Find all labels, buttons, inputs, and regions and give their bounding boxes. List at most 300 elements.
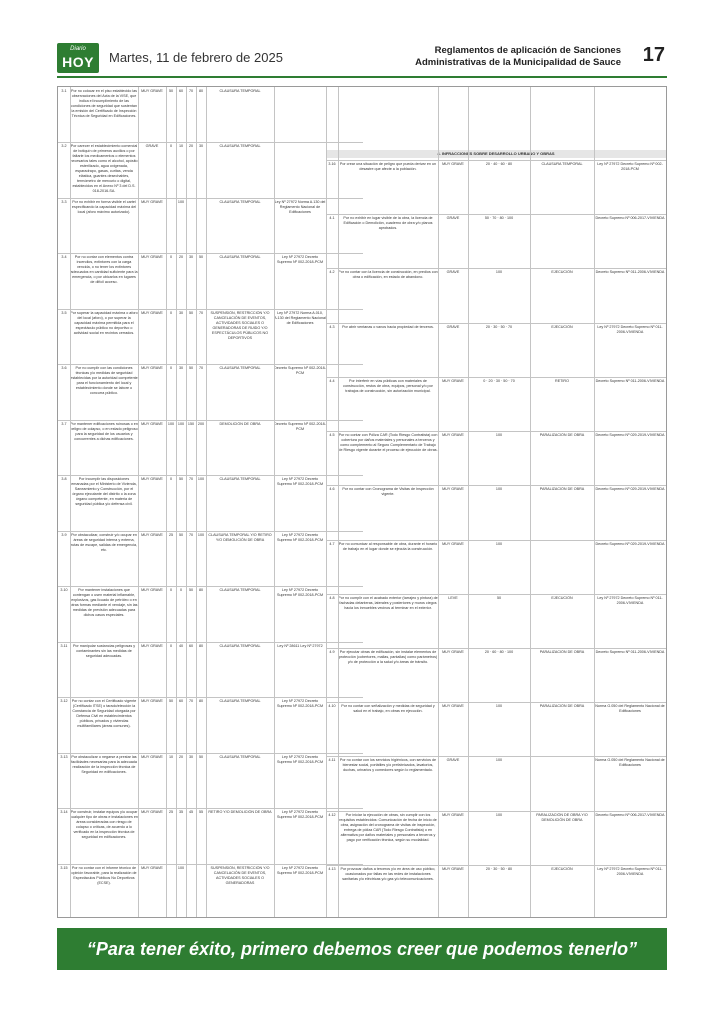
left-table-row bbox=[58, 866, 326, 917]
row-measure bbox=[530, 216, 594, 266]
row-divider bbox=[58, 364, 363, 365]
row-value-4: 100 bbox=[197, 477, 205, 482]
left-table-row bbox=[58, 533, 326, 584]
row-description: Por manipular sustancias peligrosas y contaminantes sin las medidas de seguridad adecuadas. bbox=[72, 643, 136, 658]
row-value-1 bbox=[166, 200, 176, 251]
row-measure: CLAUSURA TEMPORAL bbox=[219, 477, 261, 482]
row-values: 50 · 70 · 80 · 100 bbox=[484, 216, 514, 221]
right-table-row bbox=[326, 162, 666, 212]
row-value-1 bbox=[166, 866, 176, 917]
row-code: 4.2 bbox=[329, 270, 335, 275]
row-value-1: 0 bbox=[169, 477, 173, 482]
row-legal-base: Decreto Supremo Nº 011-2006-VIVIENDA bbox=[595, 378, 665, 383]
row-values: 100 bbox=[495, 541, 503, 546]
row-code: 4.11 bbox=[328, 758, 336, 763]
row-gravity: MUY GRAVE bbox=[442, 162, 464, 166]
row-gravity: MUY GRAVE bbox=[141, 421, 163, 426]
section-title-line1: Reglamentos de aplicación de Sanciones bbox=[434, 45, 621, 56]
row-values: 100 bbox=[495, 433, 503, 438]
right-table-row bbox=[326, 325, 666, 375]
issue-date: Martes, 11 de febrero de 2025 bbox=[109, 50, 283, 65]
row-value-3: 30 bbox=[188, 754, 194, 759]
row-code: 4.1 bbox=[329, 216, 335, 221]
row-value-1: 100 bbox=[167, 421, 175, 426]
row-code: 3.3 bbox=[61, 199, 67, 204]
row-legal-base: Ley Nº 27972 Decreto Supremo Nº 002-2018-PCM bbox=[276, 477, 324, 487]
left-table-row bbox=[58, 755, 326, 806]
row-value-1: 0 bbox=[169, 310, 173, 315]
row-divider bbox=[326, 214, 666, 215]
row-description: Por obstaculizar, construir y/o ocupar en áreas de seguridad interna y externa, rutas de escape, salidas de emergencia, etc. bbox=[70, 532, 138, 552]
row-gravity: LEVE bbox=[448, 595, 458, 600]
left-table-row bbox=[58, 255, 326, 306]
row-measure: CLAUSURA TEMPORAL bbox=[219, 588, 261, 593]
row-measure: SUSPENSIÓN, RESTRICCIÓN Y/O CANCELACIÓN DE EVENTOS, ACTIVIDADES SOCIALES O GENERADORAS DE RUIDO Y/O ESPECTÁCULOS PÚBLICOS NO DEPORTIVOS bbox=[210, 310, 270, 340]
column-divider bbox=[338, 87, 339, 917]
row-value-4: 80 bbox=[198, 643, 204, 648]
row-description: Por no contar con Cronograma de Visitas de Inspección vigente. bbox=[342, 487, 434, 497]
row-code: 4.6 bbox=[329, 487, 335, 492]
row-legal-base: Decreto Supremo Nº 029-2019-VIVIENDA bbox=[595, 541, 665, 546]
row-value-4: 80 bbox=[198, 588, 204, 593]
row-value-3: 20 bbox=[188, 144, 194, 149]
row-divider bbox=[326, 540, 666, 541]
column-divider bbox=[196, 87, 197, 917]
row-measure: CLAUSURA TEMPORAL bbox=[541, 162, 583, 166]
right-table-row bbox=[326, 379, 666, 429]
row-measure bbox=[530, 542, 594, 592]
left-table-row bbox=[58, 422, 326, 473]
row-gravity: GRAVE bbox=[145, 144, 159, 149]
row-description: Por mantener instalaciones que contengan o usen material inflamable, explosivos, gas licuado de petróleo o en otras formas mediante el vendaje, sin las medidas de previsión adecuadas para dichos casos especiales. bbox=[70, 588, 138, 618]
row-value-3 bbox=[186, 200, 196, 251]
row-values: 20 · 40 · 60 · 80 bbox=[485, 162, 513, 166]
page-number: 17 bbox=[642, 44, 665, 66]
row-legal-base: Ley Nº 27972 Decreto Supremo Nº 002-2018-PCM bbox=[276, 532, 324, 542]
row-value-4: 100 bbox=[197, 532, 205, 537]
row-legal-base: Ley Nº 27972 Decreto Supremo Nº 011-2006-VIVIENDA bbox=[597, 324, 663, 334]
row-value-3: 70 bbox=[188, 699, 194, 704]
row-legal-base bbox=[274, 89, 326, 140]
logo-big-text: HOY bbox=[62, 54, 94, 70]
row-legal-base: Ley Nº 27972 Decreto Supremo Nº 002-2018-PCM bbox=[597, 162, 663, 171]
row-code: 3.11 bbox=[60, 643, 68, 648]
row-gravity: MUY GRAVE bbox=[442, 433, 464, 438]
row-values: 100 bbox=[495, 487, 503, 492]
column-divider bbox=[326, 87, 327, 917]
row-description: Por no exhibir en lugar visible de la obra, la licencia de Edificación o Demolición, cuaderno de obra y/o planos aprobados. bbox=[343, 216, 433, 231]
row-code: 4.13 bbox=[328, 866, 336, 871]
column-divider bbox=[138, 87, 139, 917]
row-gravity: MUY GRAVE bbox=[442, 866, 464, 871]
row-value-2: 50 bbox=[178, 532, 184, 537]
right-table-row bbox=[326, 596, 666, 646]
row-value-4 bbox=[196, 200, 206, 251]
row-value-2: 40 bbox=[178, 643, 184, 648]
row-description: Por iniciar la ejecución de obras, sin cumplir con los requisitos establecidos: Comunicación de fecha de inicio de obra, asignación del cronograma de visitas de inspección, entrega de póliza CAR (Todo Riesgo Contratista) o en alternativa por daños materiales y personales a terceros y pago por verificación técnica, según su modalidad. bbox=[339, 812, 437, 842]
row-code: 4.12 bbox=[328, 812, 336, 817]
row-divider bbox=[58, 475, 363, 476]
row-legal-base: Ley Nº 27972 Decreto Supremo Nº 002-2018-PCM bbox=[276, 255, 324, 265]
row-legal-base: Decreto Supremo Nº 011-2006-VIVIENDA bbox=[595, 270, 665, 275]
column-divider bbox=[206, 87, 207, 917]
row-values: 20 · 30 · 50 · 70 bbox=[485, 324, 513, 329]
left-table-row bbox=[58, 644, 326, 695]
row-measure: DEMOLICIÓN DE OBRA bbox=[219, 421, 261, 426]
row-code: 3.9 bbox=[61, 532, 67, 537]
row-legal-base: Ley Nº 27972 Norma A.130 del Reglamento Nacional de Edificaciones bbox=[274, 199, 326, 214]
row-legal-base: Ley Nº 27972 Decreto Supremo Nº 002-2018-PCM bbox=[276, 754, 324, 764]
row-values: 100 bbox=[495, 704, 503, 709]
row-value-4: 55 bbox=[198, 810, 204, 815]
row-measure: RETIRO bbox=[555, 378, 569, 383]
left-table-row bbox=[58, 366, 326, 417]
row-measure: EJECUCIÓN bbox=[551, 595, 573, 600]
row-gravity: GRAVE bbox=[446, 216, 460, 221]
row-legal-base: Ley Nº 27972 Decreto Supremo Nº 002-2018-PCM bbox=[276, 699, 324, 709]
row-measure: PARALIZACIÓN DE OBRA bbox=[539, 649, 585, 654]
row-value-1: 0 bbox=[169, 255, 173, 260]
row-measure: PARALIZACIÓN DE OBRA Y/O DEMOLICIÓN DE OBRA bbox=[536, 812, 588, 822]
row-divider bbox=[58, 864, 363, 865]
row-value-3: 70 bbox=[188, 477, 194, 482]
row-legal-base: Decreto Supremo Nº 006-2017-VIVIENDA bbox=[595, 812, 665, 817]
row-divider bbox=[326, 594, 666, 595]
left-table-row bbox=[58, 810, 326, 861]
right-table-row bbox=[326, 216, 666, 266]
row-description: Por no comunicar al responsable de obra, durante el horario de trabajo en el lugar donde se ejecuta la construcción. bbox=[338, 541, 438, 551]
column-divider bbox=[70, 87, 71, 917]
row-code: 3.13 bbox=[60, 754, 68, 759]
row-measure: CLAUSURA TEMPORAL bbox=[219, 754, 261, 759]
column-divider bbox=[274, 87, 275, 917]
row-values: 100 bbox=[495, 270, 503, 275]
row-description: Por abrir ventanas o vanos hacia propiedad de terceros. bbox=[342, 324, 434, 329]
row-value-3: 50 bbox=[188, 310, 194, 315]
left-table-row bbox=[58, 200, 326, 251]
row-divider bbox=[326, 485, 666, 486]
row-value-3: 50 bbox=[188, 588, 194, 593]
row-values: 20 · 30 · 50 · 80 bbox=[485, 866, 513, 871]
row-code: 3.5 bbox=[61, 310, 67, 315]
row-measure bbox=[530, 758, 594, 808]
row-description: Por interferir en vías públicas con materiales de construcción, restos de obra, equipos, personal y/o por trabajos de construcción, sin autorización municipal. bbox=[343, 378, 433, 393]
row-description: Por no contar con Póliza CAR (Todo Riesgo Contratista) con cobertura por daños materiales y personales a terceros y como complemento al Seguro Complementario de Trabajo de Riesgo vigente durante el proceso de ejecución de obras. bbox=[338, 433, 438, 453]
row-measure: RETIRO Y/O DEMOLICIÓN DE OBRA bbox=[208, 810, 272, 815]
column-divider bbox=[186, 87, 187, 917]
row-value-2: 0 bbox=[179, 588, 183, 593]
row-value-4: 50 bbox=[198, 754, 204, 759]
section-title-line2: Administrativas de la Municipalidad de Sauce bbox=[415, 57, 621, 68]
row-measure: CLAUSURA TEMPORAL bbox=[219, 643, 261, 648]
row-divider bbox=[58, 642, 363, 643]
newspaper-logo bbox=[57, 43, 99, 73]
row-description: Por no colocar en el piso establecido las observaciones del Acta de la VISE, que indica el incumplimiento de las condiciones de seguridad que sustentan la emisión del Certificado de Inspección Técnica de Seguridad en Edificaciones. bbox=[70, 89, 137, 118]
row-code: 3.8 bbox=[61, 477, 67, 482]
row-description: Por provocar daños a terceros y/o en área de uso público, ocasionados por fallas en las redes de instalaciones sanitarias y/o eléctricas y/o gas y/o telecomunicaciones. bbox=[340, 866, 436, 881]
row-description: Por carecer el establecimiento comercial de botiquín de primeros auxilios o por faltarle los medicamentos o elementos necesarios tales como el alcohol, apósito esterilizado, agua oxigenada, esparadrapo, gasas, curitas, venda elástica, guantes desechables, termómetro de mercurio o digital, establecidos en el Anexo Nº 3 del D.S. 018-2016-SA. bbox=[70, 144, 138, 194]
row-gravity: MUY GRAVE bbox=[442, 812, 464, 817]
row-gravity: MUY GRAVE bbox=[141, 310, 163, 315]
row-description: Por no contar con la licencia de construcción, en predios con obra o edificación, en estado de abandono. bbox=[338, 270, 438, 280]
row-gravity: MUY GRAVE bbox=[442, 487, 464, 492]
row-value-2: 60 bbox=[178, 699, 184, 704]
row-code: 4.9 bbox=[329, 649, 335, 654]
row-value-1: 0 bbox=[169, 588, 173, 593]
right-table-row bbox=[326, 704, 666, 754]
row-value-2: 60 bbox=[178, 89, 184, 93]
row-divider bbox=[326, 377, 666, 378]
row-value-2: 100 bbox=[177, 865, 185, 870]
row-description: Por obstaculizar o negarse a prestar las facilidades necesarias para la adecuada realización de la inspección técnica de Seguridad en edificaciones. bbox=[71, 754, 137, 774]
row-measure: CLAUSURA TEMPORAL bbox=[219, 144, 261, 149]
row-divider bbox=[326, 648, 666, 649]
row-code: 4.3 bbox=[329, 324, 335, 329]
row-legal-base: Decreto Supremo Nº 011-2006-VIVIENDA bbox=[595, 649, 665, 654]
row-value-3: 70 bbox=[188, 89, 194, 93]
row-gravity: MUY GRAVE bbox=[141, 255, 163, 260]
row-legal-base: Decreto Supremo Nº 006-2017-VIVIENDA bbox=[595, 216, 665, 221]
row-measure: CLAUSURA TEMPORAL bbox=[219, 255, 261, 260]
row-value-4: 70 bbox=[198, 310, 204, 315]
row-value-3: 45 bbox=[188, 810, 194, 815]
footer-quote: “Para tener éxito, primero debemos creer que podemos tenerlo” bbox=[86, 939, 638, 959]
row-divider bbox=[58, 753, 363, 754]
left-table-row bbox=[58, 144, 326, 195]
row-gravity: GRAVE bbox=[446, 758, 460, 763]
row-divider bbox=[58, 586, 363, 587]
row-legal-base: Norma G.050 del Reglamento Nacional de Edificaciones bbox=[595, 758, 665, 768]
row-value-4: 30 bbox=[198, 144, 204, 149]
row-legal-base: Decreto Supremo Nº 029-2019-VIVIENDA bbox=[595, 487, 665, 492]
row-code: 4.8 bbox=[329, 595, 335, 600]
row-divider bbox=[58, 420, 363, 421]
row-legal-base: Ley Nº 27972 Decreto Supremo Nº 002-2018-PCM bbox=[276, 588, 324, 598]
row-measure: EJECUCIÓN bbox=[551, 324, 573, 329]
row-value-1: 0 bbox=[169, 366, 173, 371]
left-table-row bbox=[58, 311, 326, 362]
row-code: 4.5 bbox=[329, 433, 335, 438]
left-table-row bbox=[58, 699, 326, 750]
column-divider bbox=[594, 87, 595, 917]
row-gravity: MUY GRAVE bbox=[141, 643, 163, 648]
row-gravity: MUY GRAVE bbox=[141, 477, 163, 482]
row-value-2: 100 bbox=[177, 199, 185, 204]
row-gravity: MUY GRAVE bbox=[141, 366, 163, 371]
section-title bbox=[415, 45, 621, 69]
row-description: Por no contar con elementos contra incendios, extintores con la carga vencida, o no tener los extintores adecuados en cantidad suficiente para la emergencia, o por ubicarlos en lugares de difícil acceso. bbox=[70, 255, 138, 285]
row-value-3: 50 bbox=[188, 366, 194, 371]
sanctions-table bbox=[57, 86, 667, 918]
row-gravity: MUY GRAVE bbox=[141, 532, 163, 537]
row-legal-base: Norma G.050 del Reglamento Nacional de Edificaciones bbox=[595, 704, 665, 714]
row-value-1: 50 bbox=[168, 89, 174, 93]
row-divider bbox=[326, 756, 666, 757]
row-values: 0 · 20 · 30 · 50 · 70 bbox=[483, 378, 515, 383]
row-code: 4.7 bbox=[329, 541, 335, 546]
row-description: Por no exhibir en forma visible el cartel especificando la capacidad máxima del local (aforo máximo autorizado). bbox=[71, 199, 137, 214]
row-measure: PARALIZACIÓN DE OBRA bbox=[539, 433, 585, 438]
row-value-1: 50 bbox=[168, 699, 174, 704]
row-divider bbox=[58, 142, 363, 143]
row-measure: CLAUSURA TEMPORAL Y/O RETIRO Y/O DEMOLICIÓN DE OBRA bbox=[208, 532, 272, 542]
row-description: Por no contar con señalización y medidas de seguridad y salud en el trabajo, en obras en ejecución. bbox=[341, 704, 435, 714]
row-gravity: MUY GRAVE bbox=[141, 865, 163, 870]
row-gravity: MUY GRAVE bbox=[141, 810, 163, 815]
row-legal-base: Ley Nº 28611 Ley Nº 27972 bbox=[277, 643, 323, 648]
row-value-3 bbox=[186, 866, 196, 917]
row-value-2: 35 bbox=[178, 810, 184, 815]
row-gravity: MUY GRAVE bbox=[442, 704, 464, 709]
row-code: 4.10 bbox=[328, 704, 336, 709]
column-divider bbox=[176, 87, 177, 917]
row-value-2: 30 bbox=[178, 310, 184, 315]
row-legal-base: Ley Nº 27972 Decreto Supremo Nº 011-2006-VIVIENDA bbox=[597, 866, 663, 876]
row-gravity: MUY GRAVE bbox=[141, 89, 163, 93]
row-gravity: MUY GRAVE bbox=[442, 649, 464, 654]
row-value-4: 80 bbox=[198, 699, 204, 704]
row-values: 100 bbox=[495, 758, 503, 763]
row-code: 3.7 bbox=[61, 421, 67, 426]
row-description: Por no cumplir con las condiciones técnicas y/o medidas de seguridad establecidas por la autoridad competente para el funcionamiento del local y establecimiento donde se labore o concurra público. bbox=[70, 366, 138, 396]
row-code: 3.2 bbox=[61, 144, 67, 149]
row-legal-base: Ley Nº 27972 Norma A.010, A.130 del Reglamento Nacional de Edificaciones bbox=[274, 310, 326, 325]
row-divider bbox=[326, 811, 666, 812]
row-legal-base: Decreto Supremo Nº 002-2018-PCM bbox=[274, 366, 326, 376]
row-gravity: MUY GRAVE bbox=[141, 199, 163, 204]
column-divider bbox=[166, 87, 167, 917]
row-legal-base: Decreto Supremo Nº 029-2019-VIVIENDA bbox=[595, 433, 665, 438]
row-values: 20 · 60 · 80 · 100 bbox=[484, 649, 514, 654]
row-divider bbox=[326, 865, 666, 866]
row-divider bbox=[326, 323, 666, 324]
row-measure: EJECUCIÓN bbox=[551, 270, 573, 275]
row-value-4 bbox=[196, 866, 206, 917]
row-measure: EJECUCIÓN bbox=[551, 866, 573, 871]
row-code: 3.12 bbox=[60, 699, 68, 704]
row-measure: CLAUSURA TEMPORAL bbox=[219, 89, 261, 93]
row-legal-base: Decreto Supremo Nº 002-2018-PCM bbox=[274, 421, 326, 431]
row-divider bbox=[58, 309, 363, 310]
right-table-row bbox=[326, 270, 666, 320]
row-divider bbox=[58, 198, 363, 199]
row-divider bbox=[58, 253, 363, 254]
row-divider bbox=[326, 268, 666, 269]
row-code: 4.4 bbox=[329, 378, 335, 383]
row-legal-base: Ley Nº 27972 Decreto Supremo Nº 011-2006-VIVIENDA bbox=[597, 595, 663, 605]
row-measure: CLAUSURA TEMPORAL bbox=[219, 366, 261, 371]
row-value-2: 10 bbox=[178, 144, 184, 149]
row-description: Por no contar con el informe técnico de opinión favorable, para la realización de Espectáculos Públicos No Deportivos (ECSE). bbox=[71, 865, 137, 885]
row-description: Por ejecutar obras de edificación, sin instalar elementos de protección (cobertores, mallas, pantallas) como parámetros) y/o de protección a la salud y/o áreas de tránsito. bbox=[338, 649, 438, 664]
right-table-row bbox=[326, 813, 666, 863]
row-value-4: 50 bbox=[198, 255, 204, 260]
logo-small-text: Diario bbox=[70, 46, 86, 52]
row-value-1: 0 bbox=[169, 144, 173, 149]
row-code: 3.6 bbox=[61, 366, 67, 371]
row-values: 50 bbox=[496, 595, 502, 600]
row-divider bbox=[58, 697, 363, 698]
row-gravity: GRAVE bbox=[446, 324, 460, 329]
row-value-3: 30 bbox=[188, 255, 194, 260]
right-table-row bbox=[326, 542, 666, 592]
row-value-1: 0 bbox=[169, 643, 173, 648]
row-measure: CLAUSURA TEMPORAL bbox=[219, 199, 261, 204]
right-table-row bbox=[326, 487, 666, 537]
row-value-3: 150 bbox=[187, 421, 195, 426]
row-description: Por no contar con el Certificado vigente (Certificado ITSE) o tarado/elección la Constancia de Seguridad otorgada por Defensa Civil en establecimientos públicos, privados y viviendas multifamiliares (áreas comunes). bbox=[71, 699, 137, 729]
row-measure: PARALIZACIÓN DE OBRA bbox=[539, 704, 585, 709]
row-description: Por no cumplir con el acabado exterior (tarrajeo y pintura) de fachadas delanteras, laterales y posteriores y muros ciegos hacia los inmuebles vecinos al terminar en el exterior. bbox=[338, 595, 438, 610]
row-measure: CLAUSURA TEMPORAL bbox=[219, 699, 261, 704]
row-gravity: MUY GRAVE bbox=[141, 699, 163, 704]
row-measure: SUSPENSIÓN, RESTRICCIÓN Y/O CANCELACIÓN DE EVENTOS, ACTIVIDADES SOCIALES O GENERADORAS bbox=[210, 865, 270, 885]
row-value-2: 20 bbox=[178, 255, 184, 260]
row-divider bbox=[58, 808, 363, 809]
header-rule bbox=[57, 76, 667, 78]
column-divider bbox=[438, 87, 439, 917]
right-table-row bbox=[326, 433, 666, 483]
row-legal-base: Ley Nº 27972 Decreto Supremo Nº 002-2018-PCM bbox=[276, 865, 324, 875]
row-value-2: 50 bbox=[178, 477, 184, 482]
row-description: Por construir, instalar equipos y/u ocupar cualquier tipo de obras e instalaciones en áreas consideradas con riesgo de colapso o críticas, de acuerdo a lo verificado en la inspección técnica de seguridad en edificaciones. bbox=[70, 810, 138, 840]
row-legal-base bbox=[274, 144, 326, 195]
row-description: Por superar la capacidad máxima o aforo del local (aforo), o por superar la capacidad máxima permitida para el espectáculo público no deportivo o actividad social en recintos cerrados. bbox=[70, 310, 138, 335]
row-value-4: 80 bbox=[198, 89, 204, 93]
left-table-row bbox=[58, 477, 326, 528]
row-gravity: GRAVE bbox=[446, 270, 460, 275]
right-table-row bbox=[326, 650, 666, 700]
column-divider bbox=[468, 87, 469, 917]
row-value-3: 60 bbox=[188, 643, 194, 648]
page-header bbox=[57, 40, 667, 74]
row-value-4: 70 bbox=[198, 366, 204, 371]
row-gravity: MUY GRAVE bbox=[442, 541, 464, 546]
row-value-2: 100 bbox=[177, 421, 185, 426]
right-table-row bbox=[326, 758, 666, 808]
row-code: 3.10 bbox=[60, 588, 68, 593]
row-description: Por mantener edificaciones ruinosas o en peligro de colapso, o en estado peligroso para la seguridad de los usuarios y concurrentes a dichas edificaciones. bbox=[70, 421, 138, 441]
row-description: Por no contar con los servicios higiénicos, con servicios de bienestar social, portátiles y/o prefabricados, lavatorios, duchas, urinarios y comedores según lo reglamentado. bbox=[339, 758, 437, 773]
row-divider bbox=[326, 702, 666, 703]
row-gravity: MUY GRAVE bbox=[442, 378, 464, 383]
row-value-1: 10 bbox=[168, 754, 174, 759]
row-description: Por crear una situación de peligro que pueda derivar en un desastre que afecte a la población. bbox=[339, 162, 437, 171]
row-gravity: MUY GRAVE bbox=[141, 588, 163, 593]
right-table-row bbox=[326, 867, 666, 917]
row-code: 3.14 bbox=[60, 810, 68, 815]
row-values: 100 bbox=[495, 812, 503, 817]
row-value-4: 200 bbox=[197, 421, 205, 426]
row-value-2: 20 bbox=[178, 754, 184, 759]
row-value-1: 25 bbox=[168, 532, 174, 537]
row-measure: PARALIZACIÓN DE OBRA bbox=[539, 487, 585, 492]
row-description: Por incumplir las disposiciones emanadas por el Ministerio de Vivienda, Saneamiento y Construcción, por el órgano ejecutante del distrito o la zona órgano competente, en materia de seguridad pública y/o defensa civil. bbox=[71, 477, 137, 507]
row-divider bbox=[58, 531, 363, 532]
row-divider bbox=[326, 431, 666, 432]
section-band: 4. INFRACCIONES SOBRE DESARROLLO URBANO Y OBRAS bbox=[326, 150, 666, 158]
row-code: 3.16 bbox=[328, 162, 336, 166]
row-gravity: MUY GRAVE bbox=[141, 754, 163, 759]
row-value-2: 30 bbox=[178, 366, 184, 371]
left-table-row bbox=[58, 588, 326, 639]
row-code: 3.15 bbox=[60, 865, 68, 870]
left-table-row bbox=[58, 89, 326, 140]
row-divider bbox=[326, 160, 666, 161]
footer-banner bbox=[57, 928, 667, 970]
row-value-1: 25 bbox=[168, 810, 174, 815]
row-value-3: 70 bbox=[188, 532, 194, 537]
